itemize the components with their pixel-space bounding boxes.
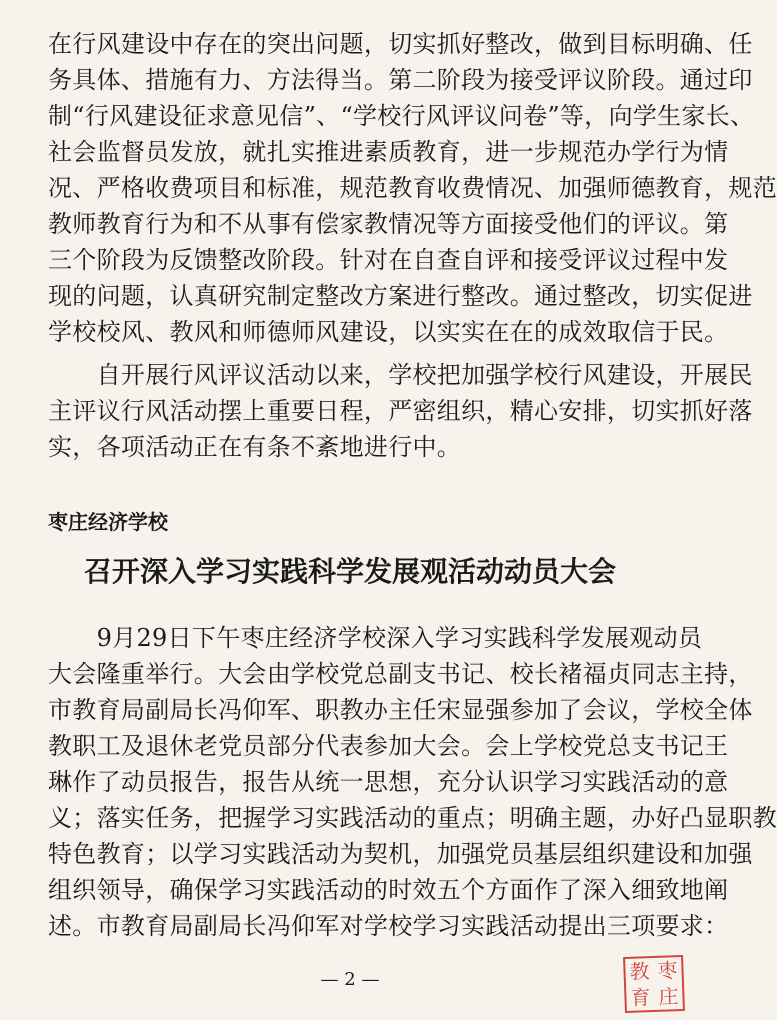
article-title: 召开深入学习实践科学发展观活动动员大会: [83, 555, 616, 588]
text-line: 义；落实任务，把握学习实践活动的重点；明确主题，办好凸显职教: [48, 804, 777, 832]
text-line: 琳作了动员报告，报告从统一思想，充分认识学习实践活动的意: [48, 768, 729, 796]
paragraph-3: [48, 620, 777, 944]
seal-char: 庄: [658, 984, 679, 1009]
text-line: 三个阶段为反馈整改阶段。针对在自查自评和接受评议过程中发: [48, 246, 729, 274]
text-line: 况、严格收费项目和标准，规范教育收费情况、加强师德教育，规范: [48, 174, 777, 202]
text-line: 9月29日下午枣庄经济学校深入学习实践科学发展观动员: [48, 624, 703, 652]
text-line: 学校校风、教风和师德师风建设，以实实在在的成效取信于民。: [48, 318, 729, 346]
text-line: 特色教育；以学习实践活动为契机，加强党员基层组织建设和加强: [48, 840, 753, 868]
section-label: 枣庄经济学校: [48, 510, 168, 534]
text-line: 务具体、措施有力、方法得当。第二阶段为接受评议阶段。通过印: [48, 66, 753, 94]
text-line: 社会监督员发放，就扎实推进素质教育，进一步规范办学行为情: [48, 138, 729, 166]
text-line: 主评议行风活动摆上重要日程，严密组织，精心安排，切实抓好落: [48, 397, 753, 425]
seal-char: 教: [629, 959, 650, 984]
text-line: 现的问题，认真研究制定整改方案进行整改。通过整改，切实促进: [48, 282, 753, 310]
text-line: 大会隆重举行。大会由学校党总副支书记、校长褚福贞同志主持，: [48, 660, 753, 688]
text-line: 市教育局副局长冯仰军、职教办主任宋显强参加了会议，学校全体: [48, 696, 753, 724]
paragraph-2: [48, 357, 753, 465]
paragraph-1: [48, 26, 777, 350]
text-line: 教师教育行为和不从事有偿家教情况等方面接受他们的评议。第: [48, 210, 729, 238]
text-line: 组织领导，确保学习实践活动的时效五个方面作了深入细致地阐: [48, 876, 729, 904]
seal-char: 枣: [657, 958, 678, 983]
text-line: 自开展行风评议活动以来，学校把加强学校行风建设，开展民: [48, 361, 753, 389]
seal-stamp: [623, 955, 685, 1013]
text-line: 实，各项活动正在有条不紊地进行中。: [48, 433, 462, 461]
text-line: 在行风建设中存在的突出问题，切实抓好整改，做到目标明确、任: [48, 30, 753, 58]
page-number: — 2 —: [320, 969, 380, 990]
seal-char: 育: [630, 985, 651, 1010]
text-line: 制“行风建设征求意见信”、“学校行风评议问卷”等，向学生家长、: [48, 102, 755, 130]
text-line: 教职工及退休老党员部分代表参加大会。会上学校党总支书记王: [48, 732, 729, 760]
text-line: 述。市教育局副局长冯仰军对学校学习实践活动提出三项要求：: [48, 912, 729, 940]
